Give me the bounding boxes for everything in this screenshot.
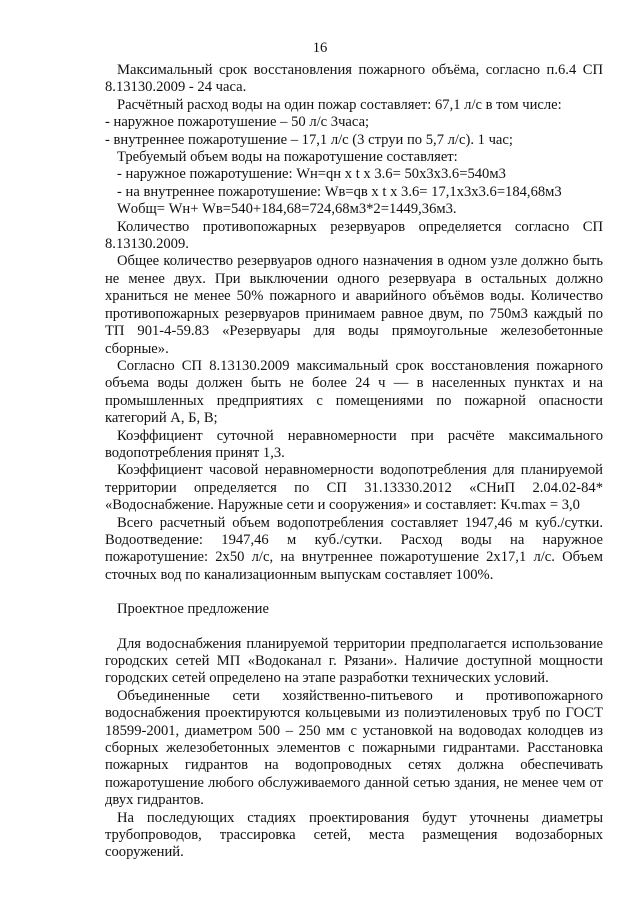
paragraph-reservoir-requirements: Общее количество резервуаров одного назначения в одном узле должно быть не менее двух. При выключении одного резервуара в остальных должно храниться не менее 50% пожарного и аварийного объёмов воды. Количество противопожарных резервуаров принимаем равное двум, по 750м3 каждый по ТП 901-4-59.83 «Резервуары для воды прямоугольные железобетонные сборные». bbox=[105, 253, 603, 357]
formula-total-volume: Wобщ= Wн+ Wв=540+184,68=724,68м3*2=1449,36м3. bbox=[117, 201, 457, 218]
page-number: 16 bbox=[312, 40, 328, 56]
paragraph-restore-sp: Согласно СП 8.13130.2009 максимальный срок восстановления пожарного объема воды должен быть не более 24 ч — в населенных пунктах и на промышленных предприятиях с помещениями по пожарной опасности категорий А, Б, В; bbox=[105, 357, 603, 427]
list-item-indoor-firefighting: - внутреннее пожаротушение – 17,1 л/с (3 струи по 5,7 л/с). 1 час; bbox=[105, 131, 513, 148]
list-item-outdoor-firefighting: - наружное пожаротушение – 50 л/с 3часа; bbox=[105, 114, 370, 131]
paragraph-reservoir-count: Количество противопожарных резервуаров определяется согласно СП 8.13130.2009. bbox=[105, 218, 603, 253]
page-body bbox=[105, 62, 603, 862]
paragraph-hourly-coefficient: Коэффициент часовой неравномерности водопотребления для планируемой территории определяется по СП 31.13330.2012 «СНиП 2.04.02-84* «Водоснабжение. Наружные сети и сооружения» и составляет: Кч.max = 3,0 bbox=[105, 462, 603, 514]
formula-indoor-volume: - на внутреннее пожаротушение: Wв=qв x t x 3.6= 17,1х3х3.6=184,68м3 bbox=[117, 183, 562, 200]
paragraph-restore-term: Максимальный срок восстановления пожарного объёма, согласно п.6.4 СП 8.13130.2009 - 24 часа. bbox=[105, 62, 603, 96]
paragraph-combined-networks: Объединенные сети хозяйственно-питьевого и противопожарного водоснабжения проектируются кольцевыми из полиэтиленовых труб по ГОСТ 18599-2001, диаметром 500 – 250 мм с установкой на водоводах колодцев из сборных железобетонных элементов с пожарными гидрантами. Расстановка пожарных гидрантов на водопроводных сетях должна обеспечивать пожаротушение любого обслуживаемого данной сетью здания, не менее чем от двух гидрантов. bbox=[105, 687, 603, 809]
paragraph-fire-flow: Расчётный расход воды на один пожар составляет: 67,1 л/с в том числе: bbox=[117, 96, 562, 113]
paragraph-required-volume: Требуемый объем воды на пожаротушение составляет: bbox=[117, 149, 458, 166]
section-heading-project-proposal: Проектное предложение bbox=[117, 601, 269, 618]
paragraph-city-networks: Для водоснабжения планируемой территории предполагается использование городских сетей МП «Водоканал г. Рязани». Наличие доступной мощности городских сетей определено на этапе разработки технических условий. bbox=[105, 635, 603, 687]
paragraph-total-consumption: Всего расчетный объем водопотребления составляет 1947,46 м куб./сутки. Водоотведение: 1947,46 м куб./сутки. Расход воды на наружное пожаротушение: 2х50 л/с, на внутреннее пожаротушение 2х17,1 л/с. Объем сточных вод по канализационным выпускам составляет 100%. bbox=[105, 514, 603, 583]
formula-outdoor-volume: - наружное пожаротушение: Wн=qн x t x 3.6= 50х3х3.6=540м3 bbox=[117, 166, 506, 183]
paragraph-next-stages: На последующих стадиях проектирования будут уточнены диаметры трубопроводов, трассировка сетей, места размещения водозаборных сооружений. bbox=[105, 809, 603, 861]
paragraph-daily-coefficient: Коэффициент суточной неравномерности при расчёте максимального водопотребления принят 1,3. bbox=[105, 427, 603, 461]
spacer bbox=[105, 584, 603, 601]
spacer bbox=[105, 619, 603, 636]
